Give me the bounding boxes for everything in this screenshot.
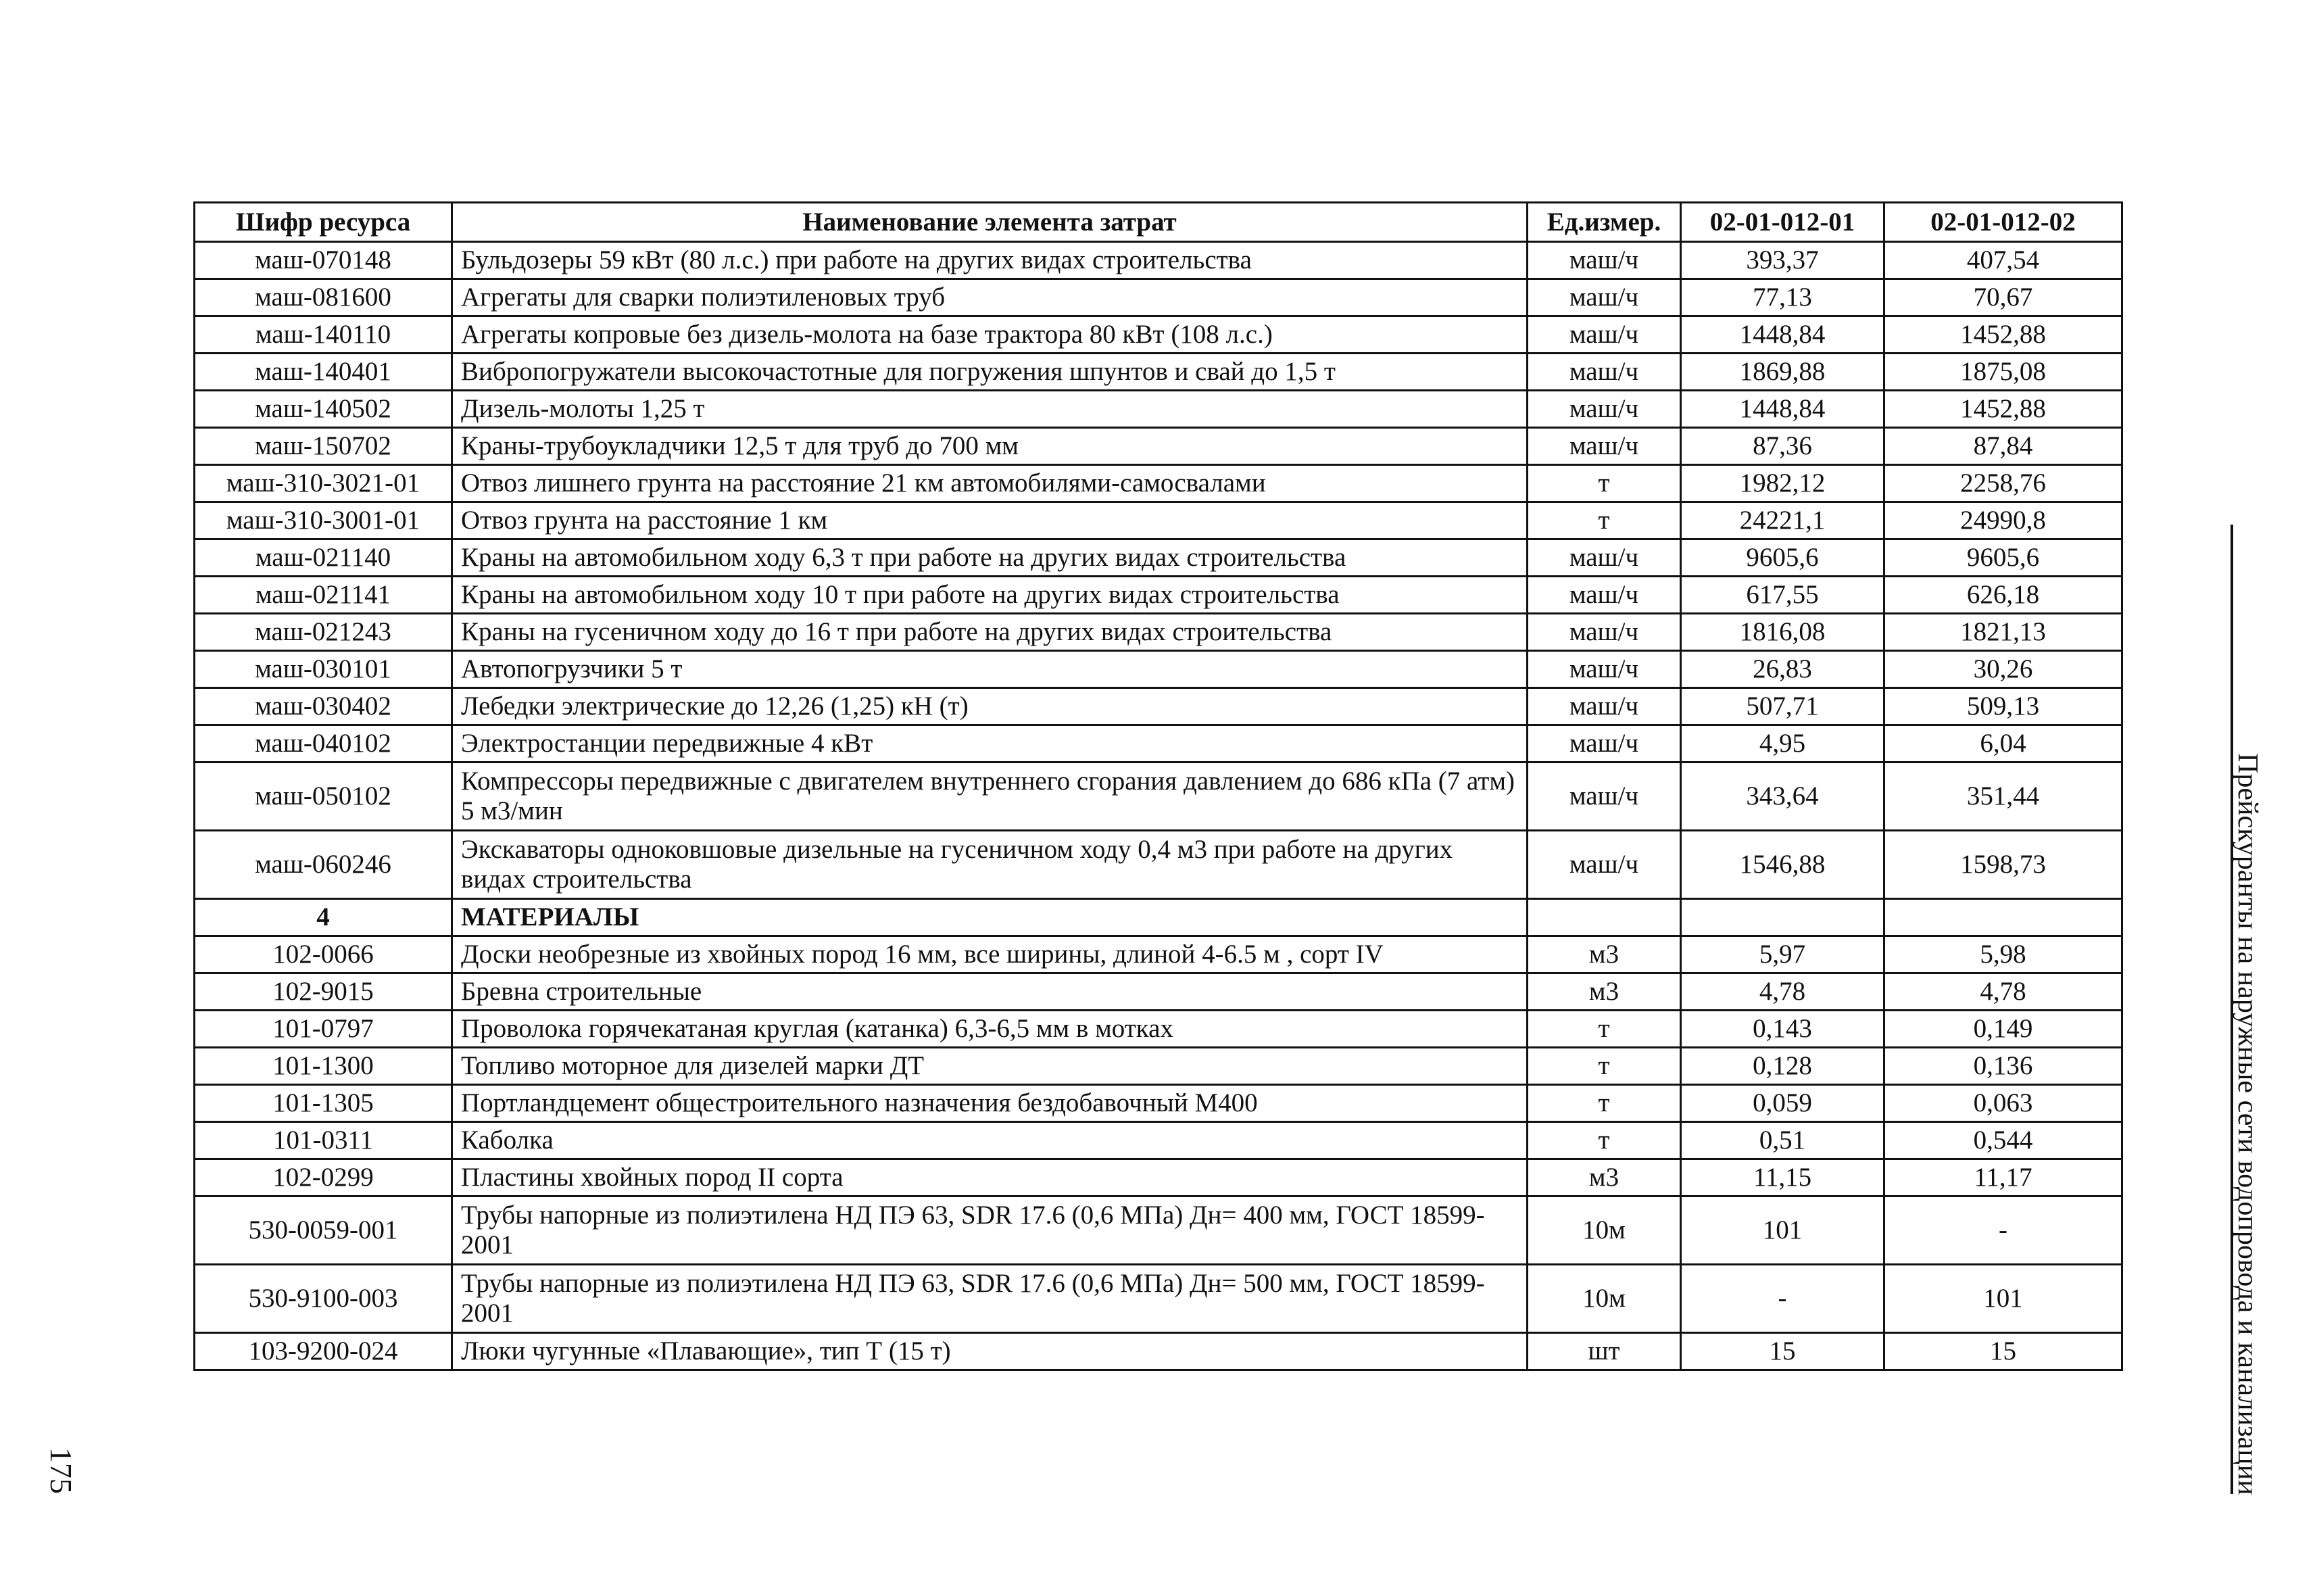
cell-name: Вибропогружатели высокочастотные для погружения шпунтов и свай до 1,5 т xyxy=(452,354,1528,391)
header-unit: Ед.измер. xyxy=(1528,203,1681,242)
cell-value-1: 343,64 xyxy=(1681,763,1884,831)
cell-value-2: 626,18 xyxy=(1884,577,2122,614)
cell-name: Экскаваторы одноковшовые дизельные на гусеничном ходу 0,4 м3 при работе на других видах строительства xyxy=(452,831,1528,899)
cell-name: Каболка xyxy=(452,1122,1528,1159)
cell-value-2: 70,67 xyxy=(1884,279,2122,316)
table-row xyxy=(195,1085,2122,1122)
cell-value-2: 9605,6 xyxy=(1884,539,2122,577)
table-row xyxy=(195,1265,2122,1333)
cell-value-1: 1869,88 xyxy=(1681,354,1884,391)
cell-code: маш-030402 xyxy=(195,688,452,725)
cell-name: Электростанции передвижные 4 кВт xyxy=(452,725,1528,763)
table-row xyxy=(195,763,2122,831)
cell-value-2: 6,04 xyxy=(1884,725,2122,763)
cell-value-1: 24221,1 xyxy=(1681,502,1884,539)
table-header-row xyxy=(195,203,2122,242)
cell-name: Агрегаты копровые без дизель-молота на базе трактора 80 кВт (108 л.с.) xyxy=(452,316,1528,354)
cell-name: Отвоз грунта на расстояние 1 км xyxy=(452,502,1528,539)
cell-code: 103-9200-024 xyxy=(195,1333,452,1370)
cell-value-2: 0,544 xyxy=(1884,1122,2122,1159)
cell-unit: маш/ч xyxy=(1528,651,1681,688)
cell-value-2: 1598,73 xyxy=(1884,831,2122,899)
cell-value-1: 0,128 xyxy=(1681,1048,1884,1085)
header-col-2: 02-01-012-02 xyxy=(1884,203,2122,242)
cell-unit: маш/ч xyxy=(1528,428,1681,465)
cell-code: маш-140401 xyxy=(195,354,452,391)
cell-unit: т xyxy=(1528,1048,1681,1085)
section-row xyxy=(195,899,2122,936)
table-row xyxy=(195,1159,2122,1196)
cell-unit: маш/ч xyxy=(1528,316,1681,354)
cell-value-1: 4,95 xyxy=(1681,725,1884,763)
cell-name: МАТЕРИАЛЫ xyxy=(452,899,1528,936)
cell-code: маш-021141 xyxy=(195,577,452,614)
table-row xyxy=(195,502,2122,539)
cell-value-1: - xyxy=(1681,1265,1884,1333)
cell-value-1: 26,83 xyxy=(1681,651,1884,688)
cell-value-2: 30,26 xyxy=(1884,651,2122,688)
cell-name: Трубы напорные из полиэтилена НД ПЭ 63, SDR 17.6 (0,6 МПа) Дн= 400 мм, ГОСТ 18599-2001 xyxy=(452,1196,1528,1265)
cell-code: 101-0311 xyxy=(195,1122,452,1159)
table-row xyxy=(195,1122,2122,1159)
table-row xyxy=(195,831,2122,899)
cell-value-1: 1448,84 xyxy=(1681,316,1884,354)
cell-value-2: 101 xyxy=(1884,1265,2122,1333)
resource-table xyxy=(193,201,2123,1371)
cell-unit: маш/ч xyxy=(1528,279,1681,316)
cell-value-1: 617,55 xyxy=(1681,577,1884,614)
cell-unit: маш/ч xyxy=(1528,391,1681,428)
page-number: 175 xyxy=(44,1447,78,1494)
cell-value-1 xyxy=(1681,899,1884,936)
cell-value-1: 0,059 xyxy=(1681,1085,1884,1122)
table-row xyxy=(195,577,2122,614)
cell-value-1: 77,13 xyxy=(1681,279,1884,316)
table-row xyxy=(195,936,2122,973)
cell-code: 530-0059-001 xyxy=(195,1196,452,1265)
cell-name: Доски необрезные из хвойных пород 16 мм, все ширины, длиной 4-6.5 м , сорт IV xyxy=(452,936,1528,973)
cell-code: 101-1300 xyxy=(195,1048,452,1085)
cell-unit: м3 xyxy=(1528,1159,1681,1196)
cell-code: 101-0797 xyxy=(195,1011,452,1048)
cell-code: маш-310-3021-01 xyxy=(195,465,452,502)
cell-value-2: 0,136 xyxy=(1884,1048,2122,1085)
cell-value-1: 393,37 xyxy=(1681,242,1884,279)
cell-unit: т xyxy=(1528,502,1681,539)
cell-unit: 10м xyxy=(1528,1265,1681,1333)
cell-name: Люки чугунные «Плавающие», тип Т (15 т) xyxy=(452,1333,1528,1370)
cell-name: Компрессоры передвижные с двигателем внутреннего сгорания давлением до 686 кПа (7 атм) 5 м3/мин xyxy=(452,763,1528,831)
cell-value-1: 9605,6 xyxy=(1681,539,1884,577)
cell-name: Портландцемент общестроительного назначения бездобавочный М400 xyxy=(452,1085,1528,1122)
cell-value-1: 15 xyxy=(1681,1333,1884,1370)
cell-value-2: 351,44 xyxy=(1884,763,2122,831)
cell-unit: маш/ч xyxy=(1528,614,1681,651)
cell-code: 530-9100-003 xyxy=(195,1265,452,1333)
cell-name: Краны на автомобильном ходу 6,3 т при работе на других видах строительства xyxy=(452,539,1528,577)
cell-value-2: 11,17 xyxy=(1884,1159,2122,1196)
cell-unit xyxy=(1528,899,1681,936)
cell-unit: 10м xyxy=(1528,1196,1681,1265)
cell-value-2: 5,98 xyxy=(1884,936,2122,973)
table-row xyxy=(195,465,2122,502)
table-row xyxy=(195,614,2122,651)
cell-value-1: 1982,12 xyxy=(1681,465,1884,502)
cell-code: маш-021140 xyxy=(195,539,452,577)
cell-code: маш-021243 xyxy=(195,614,452,651)
cell-name: Агрегаты для сварки полиэтиленовых труб xyxy=(452,279,1528,316)
cell-code: 102-0066 xyxy=(195,936,452,973)
cell-code: 102-0299 xyxy=(195,1159,452,1196)
cell-code: маш-050102 xyxy=(195,763,452,831)
table-row xyxy=(195,651,2122,688)
cell-name: Трубы напорные из полиэтилена НД ПЭ 63, SDR 17.6 (0,6 МПа) Дн= 500 мм, ГОСТ 18599-2001 xyxy=(452,1265,1528,1333)
table-row xyxy=(195,725,2122,763)
table-row xyxy=(195,973,2122,1011)
table-row xyxy=(195,1048,2122,1085)
cell-name: Отвоз лишнего грунта на расстояние 21 км автомобилями-самосвалами xyxy=(452,465,1528,502)
table-row xyxy=(195,1196,2122,1265)
cell-unit: маш/ч xyxy=(1528,539,1681,577)
cell-value-2: 1452,88 xyxy=(1884,391,2122,428)
cell-code: 102-9015 xyxy=(195,973,452,1011)
cell-value-2: 0,063 xyxy=(1884,1085,2122,1122)
cell-value-2: 2258,76 xyxy=(1884,465,2122,502)
cell-name: Бревна строительные xyxy=(452,973,1528,1011)
cell-name: Краны-трубоукладчики 12,5 т для труб до 700 мм xyxy=(452,428,1528,465)
cell-value-2: 0,149 xyxy=(1884,1011,2122,1048)
table-row xyxy=(195,391,2122,428)
cell-value-1: 1816,08 xyxy=(1681,614,1884,651)
cell-code: маш-040102 xyxy=(195,725,452,763)
cell-code: маш-150702 xyxy=(195,428,452,465)
cell-code: маш-030101 xyxy=(195,651,452,688)
cell-value-1: 0,143 xyxy=(1681,1011,1884,1048)
cell-unit: маш/ч xyxy=(1528,688,1681,725)
cell-value-2: 407,54 xyxy=(1884,242,2122,279)
table-row xyxy=(195,688,2122,725)
cell-value-2: 1452,88 xyxy=(1884,316,2122,354)
cell-unit: маш/ч xyxy=(1528,725,1681,763)
cell-unit: маш/ч xyxy=(1528,354,1681,391)
cell-name: Топливо моторное для дизелей марки ДТ xyxy=(452,1048,1528,1085)
side-title: Прейскуранты на наружные сети водопровода и канализации xyxy=(2232,753,2263,1495)
cell-unit: м3 xyxy=(1528,973,1681,1011)
cell-name: Автопогрузчики 5 т xyxy=(452,651,1528,688)
cell-name: Дизель-молоты 1,25 т xyxy=(452,391,1528,428)
cell-code: маш-060246 xyxy=(195,831,452,899)
header-col-1: 02-01-012-01 xyxy=(1681,203,1884,242)
cell-unit: маш/ч xyxy=(1528,831,1681,899)
cell-value-2: 15 xyxy=(1884,1333,2122,1370)
cell-unit: маш/ч xyxy=(1528,577,1681,614)
cell-value-1: 507,71 xyxy=(1681,688,1884,725)
cell-name: Бульдозеры 59 кВт (80 л.с.) при работе на других видах строительства xyxy=(452,242,1528,279)
cell-unit: т xyxy=(1528,1011,1681,1048)
header-name: Наименование элемента затрат xyxy=(452,203,1528,242)
table-row xyxy=(195,242,2122,279)
cell-value-1: 0,51 xyxy=(1681,1122,1884,1159)
cell-unit: т xyxy=(1528,1085,1681,1122)
cell-code: 101-1305 xyxy=(195,1085,452,1122)
cell-unit: маш/ч xyxy=(1528,763,1681,831)
cell-value-1: 1546,88 xyxy=(1681,831,1884,899)
table-row xyxy=(195,539,2122,577)
cell-value-2: 1875,08 xyxy=(1884,354,2122,391)
cell-name: Пластины хвойных пород II сорта xyxy=(452,1159,1528,1196)
cell-name: Краны на гусеничном ходу до 16 т при работе на других видах строительства xyxy=(452,614,1528,651)
table-row xyxy=(195,316,2122,354)
cell-code: маш-081600 xyxy=(195,279,452,316)
cell-code: маш-140502 xyxy=(195,391,452,428)
cell-unit: т xyxy=(1528,1122,1681,1159)
cell-code: 4 xyxy=(195,899,452,936)
cell-value-1: 4,78 xyxy=(1681,973,1884,1011)
header-code: Шифр ресурса xyxy=(195,203,452,242)
cell-value-2: - xyxy=(1884,1196,2122,1265)
cell-value-1: 87,36 xyxy=(1681,428,1884,465)
cell-value-2: 24990,8 xyxy=(1884,502,2122,539)
table-row xyxy=(195,279,2122,316)
cell-value-1: 1448,84 xyxy=(1681,391,1884,428)
cell-value-2 xyxy=(1884,899,2122,936)
cell-value-2: 87,84 xyxy=(1884,428,2122,465)
cell-name: Лебедки электрические до 12,26 (1,25) кН (т) xyxy=(452,688,1528,725)
cell-value-2: 4,78 xyxy=(1884,973,2122,1011)
cell-name: Краны на автомобильном ходу 10 т при работе на других видах строительства xyxy=(452,577,1528,614)
cell-name: Проволока горячекатаная круглая (катанка) 6,3-6,5 мм в мотках xyxy=(452,1011,1528,1048)
cell-unit: шт xyxy=(1528,1333,1681,1370)
cell-value-1: 101 xyxy=(1681,1196,1884,1265)
cell-unit: т xyxy=(1528,465,1681,502)
cell-value-2: 1821,13 xyxy=(1884,614,2122,651)
cell-unit: м3 xyxy=(1528,936,1681,973)
cell-code: маш-140110 xyxy=(195,316,452,354)
table-row xyxy=(195,354,2122,391)
cell-value-2: 509,13 xyxy=(1884,688,2122,725)
table-row xyxy=(195,1011,2122,1048)
cell-code: маш-310-3001-01 xyxy=(195,502,452,539)
table-row xyxy=(195,428,2122,465)
table-row xyxy=(195,1333,2122,1370)
cell-value-1: 11,15 xyxy=(1681,1159,1884,1196)
cell-code: маш-070148 xyxy=(195,242,452,279)
cell-unit: маш/ч xyxy=(1528,242,1681,279)
cell-value-1: 5,97 xyxy=(1681,936,1884,973)
